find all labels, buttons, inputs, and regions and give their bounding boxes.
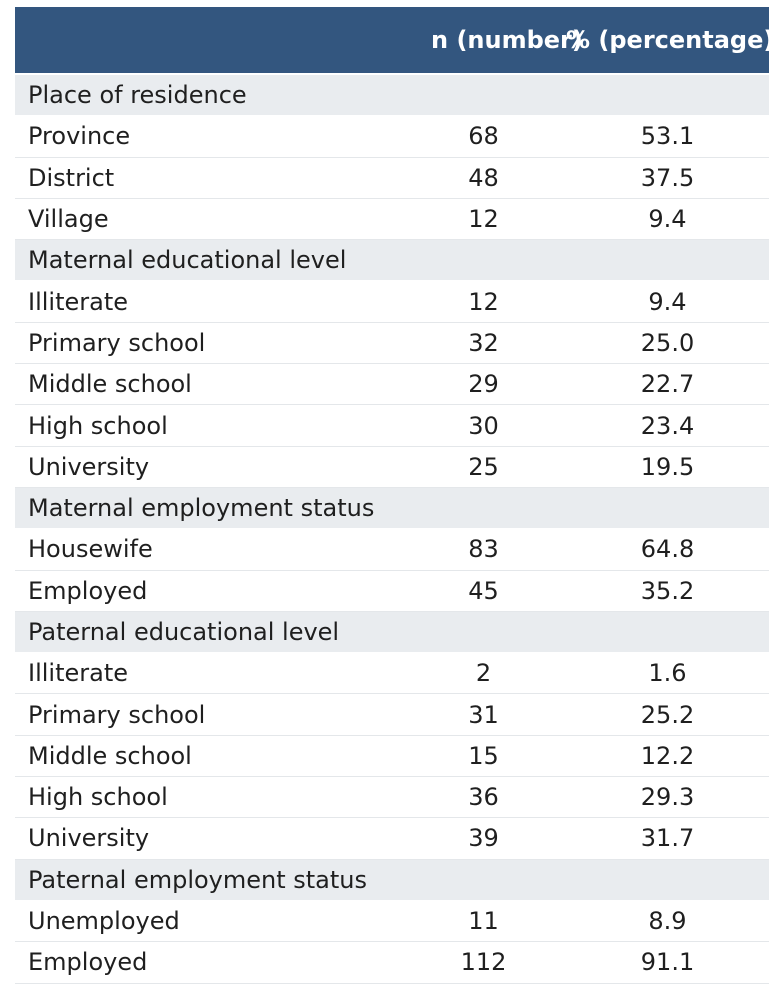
table-header [15,7,775,75]
row-label: Unemployed [28,907,180,936]
table-row [15,571,769,612]
row-label: Illiterate [28,659,129,688]
row-n: 48 [468,163,499,192]
row-pct: 91.1 [640,948,695,977]
row-n: 39 [468,824,499,853]
demographics-table [15,7,775,984]
table-row [15,405,769,446]
row-pct: 31.7 [640,824,695,853]
row-n: 32 [468,328,499,357]
table-row [15,818,769,859]
table-row [15,323,769,364]
row-label: Middle school [28,741,192,770]
row-label: University [28,824,150,853]
table-row [15,199,769,240]
row-n: 29 [468,370,499,399]
section-row [15,240,769,281]
row-pct: 53.1 [640,122,695,151]
table-row [15,364,769,405]
row-label: University [28,452,150,481]
section-row [15,488,769,529]
section-row [15,860,769,901]
section-title: Paternal educational level [28,618,340,646]
table-row [15,529,769,570]
table-row [15,281,769,322]
section-title: Maternal employment status [28,494,375,523]
table-row [15,653,769,694]
row-n: 45 [468,576,499,605]
row-n: 12 [468,205,499,234]
row-pct: 1.6 [648,659,687,688]
row-label: Village [28,205,109,234]
section-row [15,612,769,653]
table-row [15,158,769,199]
header-pct: % (percentage) [566,26,775,54]
section-title: Paternal employment status [28,865,368,894]
row-n: 30 [468,411,499,440]
row-pct: 29.3 [640,783,695,812]
table-row [15,694,769,735]
table-row [15,942,769,983]
row-n: 25 [468,452,499,481]
row-n: 11 [468,907,499,936]
row-pct: 23.4 [640,411,695,440]
row-label: Primary school [28,328,206,357]
row-pct: 25.0 [640,328,695,357]
row-label: Province [28,122,131,151]
row-pct: 19.5 [640,452,695,481]
table-row [15,116,769,157]
row-label: Housewife [28,535,153,564]
table-row [15,777,769,818]
row-pct: 35.2 [640,576,695,605]
row-pct: 9.4 [648,205,687,234]
row-n: 2 [475,659,492,688]
row-pct: 37.5 [640,163,695,192]
row-pct: 12.2 [640,741,695,770]
section-title: Place of residence [28,81,247,110]
row-n: 112 [460,948,507,977]
row-n: 68 [468,122,499,151]
table-row [15,736,769,777]
row-label: Employed [28,948,148,977]
header-n: n (number) [431,26,583,54]
row-label: Primary school [28,700,206,729]
row-n: 12 [468,287,499,316]
row-label: High school [28,411,168,440]
section-row [15,75,769,116]
row-label: District [28,163,115,192]
row-pct: 64.8 [640,535,695,564]
row-n: 31 [468,700,499,729]
row-n: 15 [468,741,499,770]
row-pct: 25.2 [640,700,695,729]
row-pct: 22.7 [640,370,695,399]
row-pct: 9.4 [648,287,687,316]
row-label: Employed [28,576,148,605]
row-label: Middle school [28,370,192,399]
row-label: High school [28,783,168,812]
row-label: Illiterate [28,287,129,316]
row-n: 83 [468,535,499,564]
table-body [15,75,769,984]
table-row [15,901,769,942]
row-pct: 8.9 [648,907,687,936]
row-n: 36 [468,783,499,812]
section-title: Maternal educational level [28,246,347,275]
table-row [15,447,769,488]
